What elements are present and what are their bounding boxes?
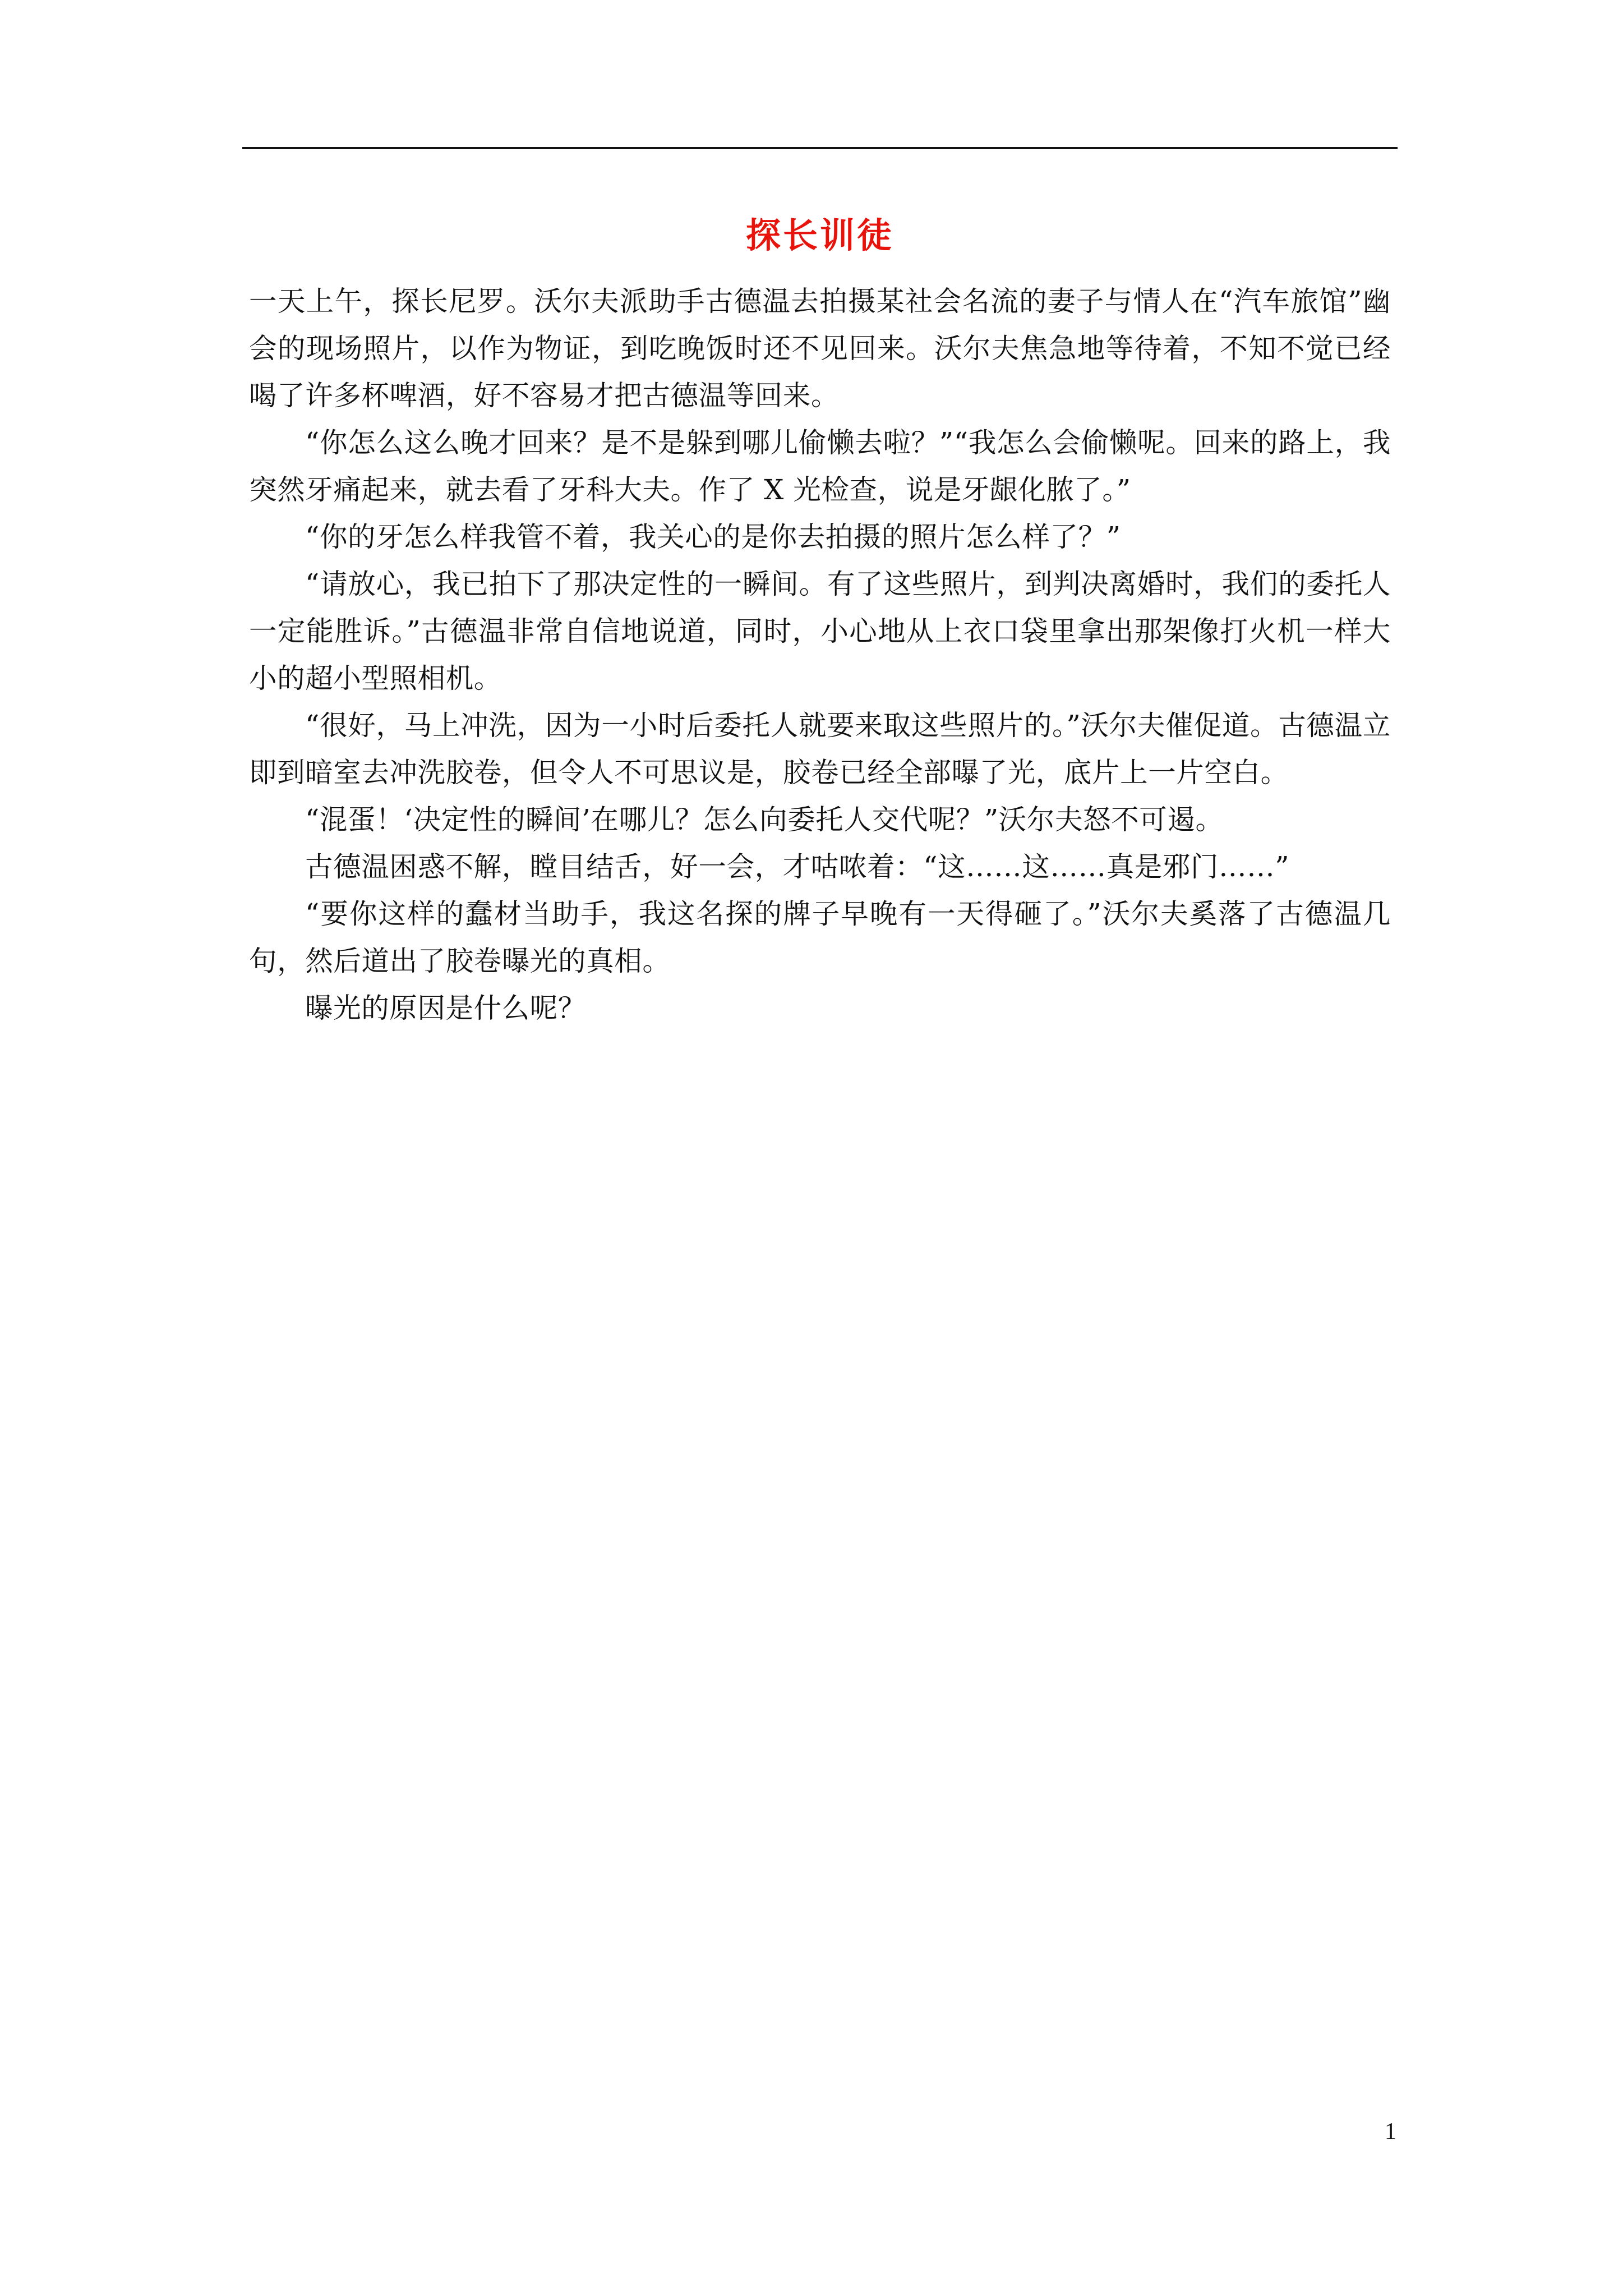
header-rule	[242, 147, 1398, 149]
paragraph: 曝光的原因是什么呢？	[305, 992, 586, 1024]
paragraph: 古德温困惑不解，瞠目结舌，好一会，才咕哝着：“这……这……真是邪门……”	[305, 850, 1290, 883]
document-title: 探长训徒	[745, 215, 894, 256]
paragraph: 一天上午，探长尼罗。沃尔夫派助手古德温去拍摄某社会名流的妻子与情人在“汽车旅馆”幽会的现场照片，以作为物证，到吃晚饭时还不见回来。沃尔夫焦急地等待着，不知不觉已经喝了许多杯啤酒，好不容易才把古德温等回来。	[249, 285, 1391, 412]
paragraph: “混蛋！‘决定性的瞬间’在哪儿？怎么向委托人交代呢？”沃尔夫怒不可遏。	[305, 803, 1224, 836]
paragraph: “你怎么这么晚才回来？是不是躲到哪儿偷懒去啦？”“我怎么会偷懒呢。回来的路上，我突然牙痛起来，就去看了牙科大夫。作了 X 光检查，说是牙龈化脓了。”	[249, 426, 1391, 506]
paragraph: “很好，马上冲洗，因为一小时后委托人就要来取这些照片的。”沃尔夫催促道。古德温立即到暗室去冲洗胶卷，但令人不可思议是，胶卷已经全部曝了光，底片上一片空白。	[249, 709, 1391, 789]
paragraph: “要你这样的蠢材当助手，我这名探的牌子早晚有一天得砸了。”沃尔夫奚落了古德温几句，然后道出了胶卷曝光的真相。	[249, 898, 1391, 977]
document-body	[249, 278, 1391, 1032]
paragraph: “请放心，我已拍下了那决定性的一瞬间。有了这些照片，到判决离婚时，我们的委托人一定能胜诉。”古德温非常自信地说道，同时，小心地从上衣口袋里拿出那架像打火机一样大小的超小型照相机。	[249, 568, 1391, 694]
page-number: 1	[1385, 2119, 1396, 2145]
paragraph: “你的牙怎么样我管不着，我关心的是你去拍摄的照片怎么样了？”	[305, 521, 1121, 553]
